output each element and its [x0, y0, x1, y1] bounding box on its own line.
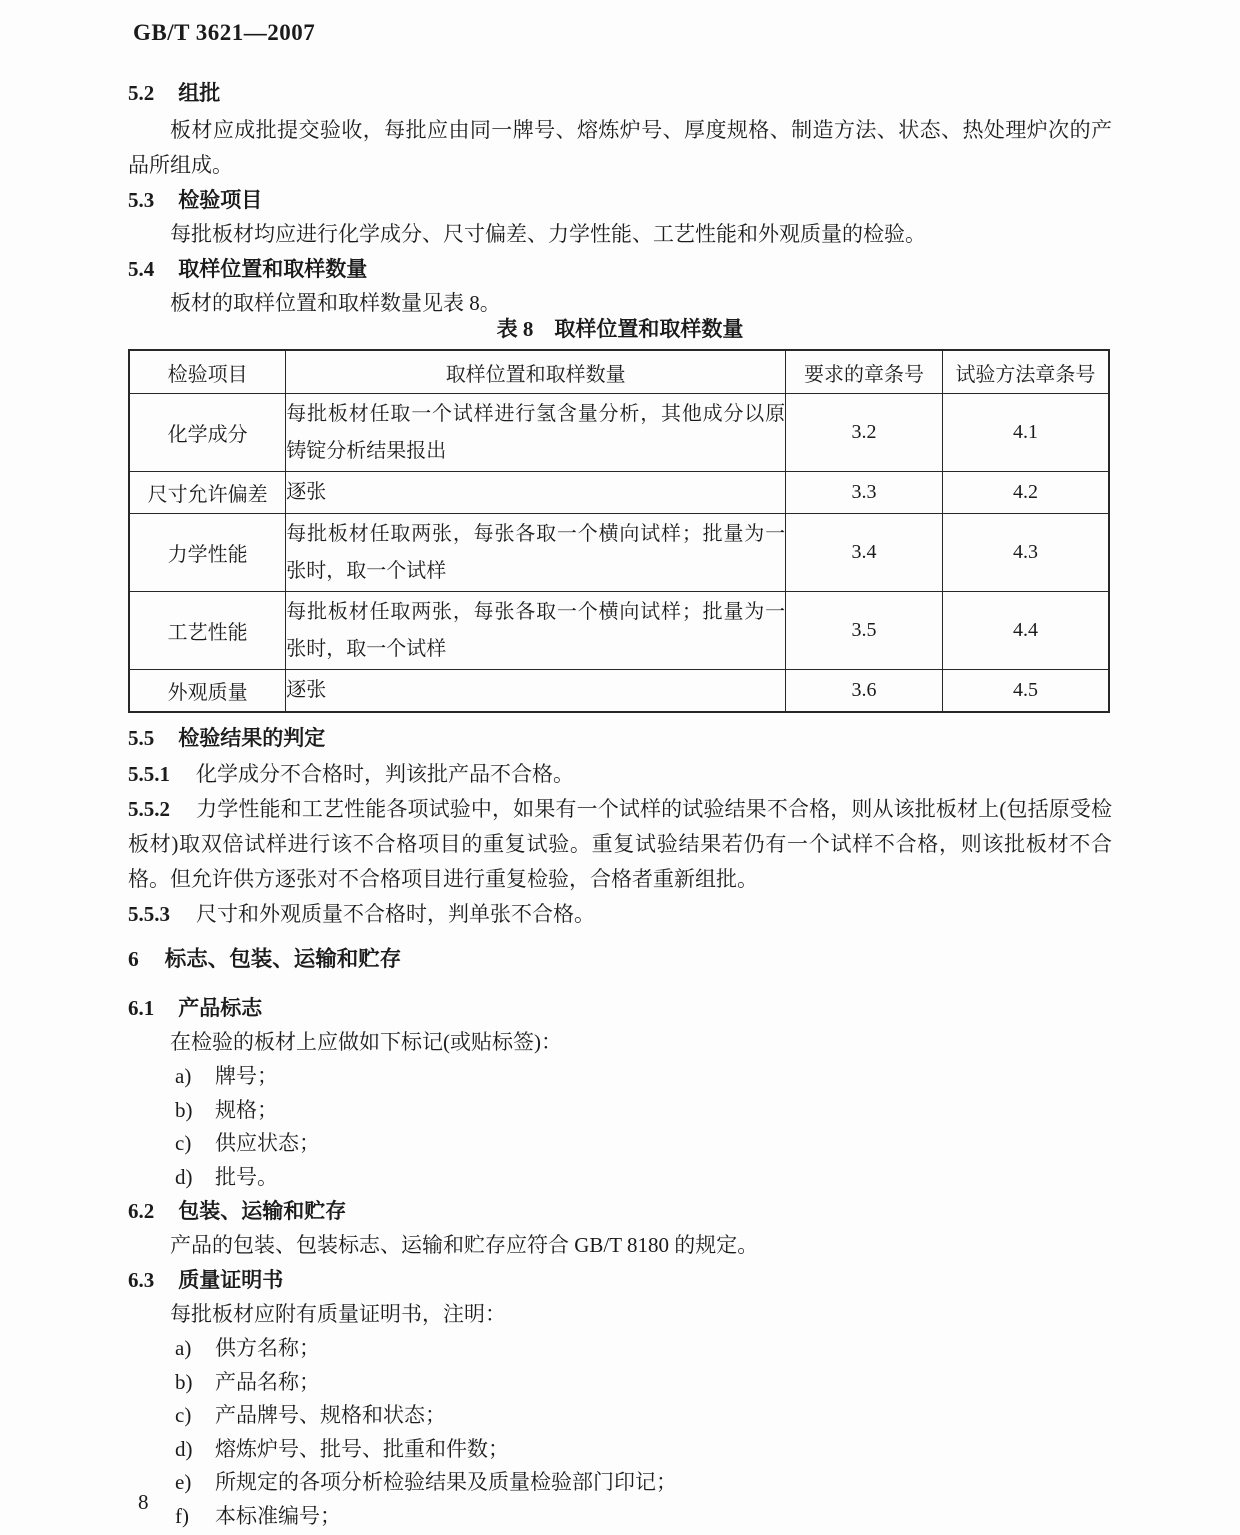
section-title: 包装、运输和贮存: [178, 1199, 347, 1223]
clause-text: 力学性能和工艺性能各项试验中，如果有一个试样的试验结果不合格，则从该批板材上(包括原受检板材)取双倍试样进行该不合格项目的重复试验。重复试验结果若仍有一个试样不合格，则该批板材不合格。但允许供方逐张对不合格项目进行重复检验，合格者重新组批。: [128, 797, 1112, 891]
section-number: 5.4: [128, 257, 155, 281]
list-label: e): [175, 1470, 192, 1494]
list-text: 供方名称；: [215, 1336, 320, 1360]
list-text: 牌号；: [215, 1064, 278, 1088]
list-text: 所规定的各项分析检验结果及质量检验部门印记；: [215, 1470, 677, 1494]
list-label: c): [175, 1131, 192, 1155]
paragraph-5-3: 每批板材均应进行化学成分、尺寸偏差、力学性能、工艺性能和外观质量的检验。: [170, 222, 926, 246]
paragraph-5-2: 板材应成批提交验收，每批应由同一牌号、熔炼炉号、厚度规格、制造方法、状态、热处理炉次的产品所组成。: [128, 118, 1112, 177]
list-item: [128, 1161, 1112, 1195]
list-item: [128, 1060, 1112, 1094]
clause-text: 化学成分不合格时，判该批产品不合格。: [196, 762, 574, 786]
cell-method: 逐张: [286, 472, 786, 514]
section-heading-5-3: [128, 183, 1112, 217]
list-label: a): [175, 1064, 192, 1088]
column-header-method: 取样位置和取样数量: [286, 350, 786, 394]
chapter-title: 标志、包装、运输和贮存: [164, 947, 402, 971]
list-item: [128, 1500, 1112, 1534]
cell-requirement: 3.6: [786, 670, 943, 713]
section-title: 质量证明书: [178, 1268, 284, 1292]
table-row: [129, 670, 1109, 713]
clause-5-5-3: [128, 897, 1112, 932]
cell-testmethod: 4.3: [942, 514, 1109, 592]
list-label: b): [175, 1369, 193, 1394]
list-text: 规格；: [215, 1097, 278, 1122]
table-row: [129, 592, 1109, 670]
list-text: 产品牌号、规格和状态；: [215, 1403, 446, 1427]
clause-5-5-2: [128, 792, 1112, 897]
section-number: 6.3: [128, 1268, 155, 1292]
cell-requirement: 3.2: [786, 394, 943, 472]
list-label: d): [175, 1164, 193, 1189]
section-heading-5-4: [128, 252, 1112, 286]
page-number: 8: [138, 1490, 149, 1514]
cell-testmethod: 4.5: [942, 670, 1109, 713]
section-number: 6.2: [128, 1199, 155, 1223]
list-item: [128, 1094, 1112, 1128]
paragraph-6-1: 在检验的板材上应做如下标记(或贴标签)：: [170, 1030, 562, 1054]
list-text: 供应状态；: [215, 1131, 320, 1155]
list-label: a): [175, 1336, 192, 1360]
list-item: [128, 1127, 1112, 1161]
section-title: 检验结果的判定: [178, 726, 326, 750]
list-item: [128, 1366, 1112, 1400]
standard-number-header: GB/T 3621—2007: [133, 20, 316, 45]
section-heading-6-3: [128, 1263, 1112, 1297]
column-header-testmethod: 试验方法章条号: [942, 350, 1109, 394]
cell-requirement: 3.4: [786, 514, 943, 592]
section-title: 组批: [178, 81, 221, 105]
table-row: [129, 472, 1109, 514]
paragraph-6-3: 每批板材应附有质量证明书，注明：: [170, 1302, 506, 1326]
list-text: 熔炼炉号、批号、批重和件数；: [215, 1436, 509, 1461]
list-item: [128, 1466, 1112, 1500]
list-6-3: [128, 1332, 1112, 1533]
table-row: [129, 514, 1109, 592]
cell-requirement: 3.3: [786, 472, 943, 514]
cell-testmethod: 4.2: [942, 472, 1109, 514]
cell-item: 外观质量: [129, 670, 286, 713]
table-8-title: 表 8 取样位置和取样数量: [496, 317, 744, 341]
cell-testmethod: 4.1: [942, 394, 1109, 472]
list-item: [128, 1399, 1112, 1433]
paragraph-6-2: 产品的包装、包装标志、运输和贮存应符合 GB/T 8180 的规定。: [170, 1233, 759, 1257]
cell-item: 化学成分: [129, 394, 286, 472]
clause-text: 尺寸和外观质量不合格时，判单张不合格。: [196, 902, 595, 926]
column-header-item: 检验项目: [129, 350, 286, 394]
section-number: 5.2: [128, 81, 155, 105]
section-number: 5.3: [128, 188, 155, 212]
section-number: 5.5: [128, 726, 155, 750]
section-heading-6-2: [128, 1194, 1112, 1228]
section-title: 检验项目: [178, 188, 263, 212]
cell-method: 逐张: [286, 670, 786, 713]
list-text: 批号。: [215, 1164, 278, 1189]
list-text: 本标准编号；: [215, 1503, 341, 1528]
cell-item: 工艺性能: [129, 592, 286, 670]
list-label: b): [175, 1097, 193, 1122]
clause-number: 5.5.1: [128, 762, 170, 786]
list-text: 产品名称；: [215, 1369, 320, 1394]
section-heading-5-5: [128, 721, 1112, 755]
list-label: f): [175, 1503, 189, 1528]
chapter-number: 6: [128, 947, 139, 971]
list-label: c): [175, 1403, 192, 1427]
cell-method: 每批板材任取一个试样进行氢含量分析，其他成分以原铸锭分析结果报出: [286, 394, 786, 472]
list-item: [128, 1332, 1112, 1366]
table-header-row: [129, 350, 1109, 394]
list-6-1: [128, 1060, 1112, 1194]
cell-requirement: 3.5: [786, 592, 943, 670]
clause-5-5-1: [128, 757, 1112, 792]
section-heading-5-2: [128, 76, 1112, 110]
cell-method: 每批板材任取两张，每张各取一个横向试样；批量为一张时，取一个试样: [286, 514, 786, 592]
table-8: [128, 349, 1110, 713]
section-title: 取样位置和取样数量: [178, 257, 368, 281]
section-title: 产品标志: [178, 996, 263, 1020]
section-number: 6.1: [128, 996, 155, 1020]
paragraph-5-4: 板材的取样位置和取样数量见表 8。: [170, 291, 501, 315]
page-content: [128, 18, 1112, 1533]
clause-number: 5.5.3: [128, 902, 170, 926]
table-row: [129, 394, 1109, 472]
list-item: [128, 1433, 1112, 1467]
chapter-heading-6: [128, 942, 1112, 976]
column-header-requirement: 要求的章条号: [786, 350, 943, 394]
cell-testmethod: 4.4: [942, 592, 1109, 670]
cell-item: 力学性能: [129, 514, 286, 592]
section-heading-6-1: [128, 991, 1112, 1025]
cell-item: 尺寸允许偏差: [129, 472, 286, 514]
clause-number: 5.5.2: [128, 797, 170, 821]
list-label: d): [175, 1436, 193, 1461]
cell-method: 每批板材任取两张，每张各取一个横向试样；批量为一张时，取一个试样: [286, 592, 786, 670]
